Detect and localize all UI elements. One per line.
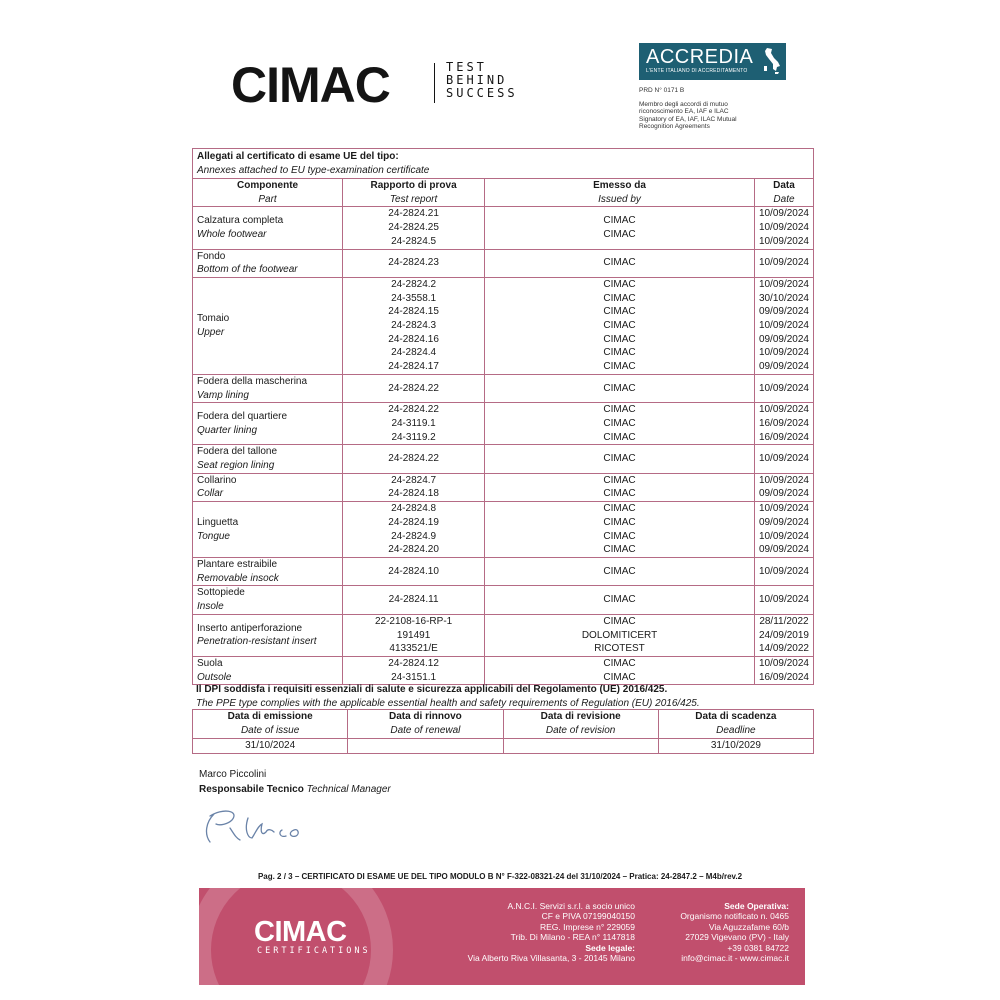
- date: 09/09/2024: [758, 544, 809, 556]
- test-report: 24-2824.5: [391, 235, 437, 247]
- part-cell: [193, 207, 343, 249]
- accredia-note-line: riconoscimento EA, IAF e ILAC: [639, 108, 729, 115]
- page-footer: Pag. 2 / 3 – CERTIFICATO DI ESAME UE DEL TIPO MODULO B N° F-322-08321-24 del 31/10/2024 – Pratica: 24-2847.2 – M4b/rev.2: [257, 872, 743, 881]
- tagline-line: SUCCESS: [446, 86, 518, 100]
- date: 10/09/2024: [758, 347, 809, 359]
- issuer: CIMAC: [603, 333, 636, 345]
- test-report: 24-3119.1: [391, 417, 436, 429]
- test-report: 24-2824.23: [388, 257, 439, 269]
- issuer-cell: [485, 249, 755, 277]
- annex-title-row: [193, 149, 814, 179]
- test-report: 24-2824.19: [388, 516, 439, 528]
- issuer: CIMAC: [603, 404, 636, 416]
- part-cell: [193, 586, 343, 614]
- date-cell: [754, 403, 813, 445]
- test-report: 24-2824.15: [388, 306, 439, 318]
- issuer-cell: [485, 614, 755, 656]
- date-cell: [754, 557, 813, 585]
- issuer-cell: [485, 473, 755, 501]
- test-report-cell: [343, 473, 485, 501]
- issuer-cell: [485, 277, 755, 374]
- part-name-en: Upper: [197, 326, 225, 338]
- issuer-cell: [485, 656, 755, 684]
- part-cell: [193, 277, 343, 374]
- date: 10/09/2024: [758, 257, 809, 269]
- date-cell: [754, 277, 813, 374]
- footer-banner: [199, 888, 805, 985]
- test-report: 24-2824.10: [388, 565, 439, 577]
- issuer: CIMAC: [603, 292, 636, 304]
- issuer: CIMAC: [603, 544, 636, 556]
- accredia-note-line: Signatory of EA, IAF, ILAC Mutual: [639, 115, 737, 123]
- issuer: CIMAC: [603, 431, 636, 443]
- issuer: CIMAC: [603, 565, 636, 577]
- date: 10/09/2024: [758, 657, 809, 669]
- part-name: Fodera del tallone: [197, 446, 278, 458]
- part-name-en: Bottom of the footwear: [197, 264, 298, 276]
- issuer: CIMAC: [603, 215, 636, 227]
- test-report: 24-2824.4: [391, 347, 437, 359]
- test-report: 191491: [396, 629, 431, 641]
- date: 09/09/2024: [758, 361, 809, 373]
- date: 24/09/2019: [758, 629, 809, 641]
- issuer: CIMAC: [603, 278, 636, 290]
- issuer: CIMAC: [603, 417, 636, 429]
- company-line: A.N.C.I. Servizi s.r.l. a socio unico: [507, 901, 635, 911]
- handwritten-signature: [200, 802, 320, 847]
- compliance-it: Il DPI soddisfa i requisiti essenziali di salute e sicurezza applicabili del Regolamento (UE) 2016/425.: [196, 684, 668, 695]
- date: 10/09/2024: [758, 565, 809, 577]
- date: 10/09/2024: [758, 222, 809, 234]
- table-row: [193, 445, 814, 473]
- date-of-revision-value: [503, 739, 658, 754]
- part-name: Calzatura completa: [197, 215, 284, 227]
- table-row: [193, 403, 814, 445]
- table-row: [193, 502, 814, 558]
- issuer: CIMAC: [603, 615, 636, 627]
- operative-line: Via Aguzzafame 60/b: [708, 921, 789, 932]
- annex-title: Allegati al certificato di esame UE del tipo:: [197, 151, 399, 162]
- operative-line: +39 0381 84722: [727, 942, 789, 953]
- operative-line: 27029 Vigevano (PV) - Italy: [685, 932, 789, 943]
- issuer: RICOTEST: [594, 643, 645, 655]
- part-cell: [193, 614, 343, 656]
- signatory-role: [199, 782, 391, 797]
- part-name: Suola: [197, 657, 223, 669]
- date: 09/09/2024: [758, 488, 809, 500]
- company-line: Trib. Di Milano - REA n° 1147818: [510, 932, 635, 943]
- date: 14/09/2022: [758, 643, 809, 655]
- dates-header-row: [193, 710, 814, 739]
- date: 10/09/2024: [758, 474, 809, 486]
- part-name: Linguetta: [197, 516, 239, 528]
- issuer: CIMAC: [603, 382, 636, 394]
- part-name-en: Quarter lining: [197, 424, 258, 436]
- dates-table: [192, 709, 814, 754]
- issuer-cell: [485, 586, 755, 614]
- issuer: CIMAC: [603, 594, 636, 606]
- annex-title-en: Annexes attached to EU type-examination certificate: [197, 164, 430, 176]
- issuer-cell: [485, 207, 755, 249]
- deadline-header: Data di scadenza Deadline: [658, 710, 813, 739]
- issuer-cell: [485, 374, 755, 402]
- test-report-cell: [343, 277, 485, 374]
- test-report: 4133521/E: [389, 643, 438, 655]
- issuer-cell: [485, 557, 755, 585]
- part-name: Plantare estraibile: [197, 558, 278, 570]
- date-cell: [754, 374, 813, 402]
- date: 09/09/2024: [758, 516, 809, 528]
- accredia-logo: [639, 43, 786, 80]
- date: 10/09/2024: [758, 382, 809, 394]
- test-report: 24-2824.7: [391, 474, 437, 486]
- date: 10/09/2024: [758, 503, 809, 515]
- date-of-revision-header: Data di revisione Date of revision: [503, 710, 658, 739]
- part-cell: [193, 502, 343, 558]
- issuer: CIMAC: [603, 488, 636, 500]
- table-row: [193, 557, 814, 585]
- date-cell: [754, 502, 813, 558]
- issuer: CIMAC: [603, 257, 636, 269]
- test-report: 24-2824.20: [388, 544, 439, 556]
- date: 10/09/2024: [758, 320, 809, 332]
- date: 16/09/2024: [758, 417, 809, 429]
- test-report: 24-2824.16: [388, 333, 439, 345]
- issuer: CIMAC: [603, 228, 636, 240]
- test-report: 24-2824.17: [388, 361, 439, 373]
- date-cell: [754, 586, 813, 614]
- test-report-cell: [343, 249, 485, 277]
- date-of-issue-header: Data di emissione Date of issue: [193, 710, 348, 739]
- accredia-subtitle: L'ENTE ITALIANO DI ACCREDITAMENTO: [646, 68, 748, 74]
- test-report: 24-2824.22: [388, 453, 439, 465]
- issuer: CIMAC: [603, 453, 636, 465]
- date: 30/10/2024: [758, 292, 809, 304]
- date: 16/09/2024: [758, 671, 809, 683]
- test-report: 24-2824.22: [388, 382, 439, 394]
- signatory-role-it: Responsabile Tecnico: [199, 784, 304, 795]
- test-report-cell: [343, 656, 485, 684]
- compliance-en: The PPE type complies with the applicable essential health and safety requirements of Regulation (EU) 2016/425.: [196, 697, 700, 709]
- test-report: 24-2824.12: [388, 657, 439, 669]
- signatory-role-en: Technical Manager: [306, 784, 391, 795]
- part-name-en: Vamp lining: [197, 389, 249, 401]
- issuer: CIMAC: [603, 671, 636, 683]
- test-report: 24-2824.25: [388, 222, 439, 234]
- part-cell: [193, 249, 343, 277]
- date: 10/09/2024: [758, 404, 809, 416]
- test-report: 22-2108-16-RP-1: [374, 615, 453, 627]
- issuer: CIMAC: [603, 530, 636, 542]
- part-cell: [193, 403, 343, 445]
- italy-map-icon: [761, 47, 781, 75]
- accredia-note-line: Recognition Agreements: [639, 123, 710, 130]
- signatory-name: Marco Piccolini: [199, 769, 267, 780]
- column-header-date: Data Date: [754, 179, 813, 207]
- part-name-en: Seat region lining: [197, 460, 275, 472]
- dates-value-row: [193, 739, 814, 754]
- date: 09/09/2024: [758, 333, 809, 345]
- table-row: [193, 277, 814, 374]
- date: 10/09/2024: [758, 208, 809, 220]
- table-row: [193, 473, 814, 501]
- logo-tagline: [446, 61, 518, 100]
- tagline-line: TEST: [446, 60, 487, 74]
- part-cell: [193, 473, 343, 501]
- operative-line: Sede Operativa:: [724, 901, 789, 911]
- issuer: CIMAC: [603, 306, 636, 318]
- issuer: DOLOMITICERT: [581, 629, 658, 641]
- date: 16/09/2024: [758, 431, 809, 443]
- annex-table: [192, 148, 814, 685]
- date-of-renewal-header: Data di rinnovo Date of renewal: [348, 710, 503, 739]
- part-name-en: Collar: [197, 488, 224, 500]
- date: 10/09/2024: [758, 530, 809, 542]
- test-report: 24-2824.18: [388, 488, 439, 500]
- part-name-en: Tongue: [197, 530, 230, 542]
- company-line: CF e PIVA 07199040150: [541, 911, 635, 922]
- date: 10/09/2024: [758, 235, 809, 247]
- company-line: REG. Imprese n° 229059: [539, 921, 635, 932]
- table-row: [193, 586, 814, 614]
- test-report: 24-2824.8: [391, 503, 437, 515]
- issuer-cell: [485, 403, 755, 445]
- part-name-en: Insole: [197, 601, 224, 613]
- logo-divider: [434, 63, 435, 103]
- test-report: 24-2824.22: [388, 404, 439, 416]
- part-name: Inserto antiperforazione: [197, 622, 303, 634]
- operative-line: Organismo notificato n. 0465: [680, 911, 789, 922]
- test-report: 24-3151.1: [391, 671, 437, 683]
- tagline-line: BEHIND: [446, 73, 508, 87]
- part-name: Fodera della mascherina: [197, 375, 308, 387]
- issuer: CIMAC: [603, 474, 636, 486]
- part-name: Fodera del quartiere: [197, 411, 288, 423]
- date-of-issue-value: 31/10/2024: [193, 739, 348, 754]
- test-report: 24-2824.3: [391, 320, 437, 332]
- issuer: CIMAC: [603, 361, 636, 373]
- date-cell: [754, 656, 813, 684]
- annex-header-row: [193, 179, 814, 207]
- test-report: 24-2824.9: [391, 530, 437, 542]
- column-header-issued-by: Emesso da Issued by: [485, 179, 755, 207]
- part-name-en: Removable insock: [197, 572, 279, 584]
- issuer: CIMAC: [603, 320, 636, 332]
- banner-logo: CIMAC: [254, 916, 347, 948]
- date: 10/09/2024: [758, 278, 809, 290]
- date: 10/09/2024: [758, 594, 809, 606]
- table-row: [193, 374, 814, 402]
- company-info: [468, 901, 635, 963]
- date-cell: [754, 445, 813, 473]
- issuer-cell: [485, 502, 755, 558]
- part-cell: [193, 445, 343, 473]
- test-report: 24-3558.1: [391, 292, 437, 304]
- part-cell: [193, 656, 343, 684]
- company-line: Sede legale:: [585, 942, 635, 953]
- issuer-cell: [485, 445, 755, 473]
- table-row: [193, 249, 814, 277]
- date-of-renewal-value: [348, 739, 503, 754]
- test-report-cell: [343, 403, 485, 445]
- test-report: 24-2824.11: [388, 594, 439, 606]
- test-report-cell: [343, 557, 485, 585]
- part-name: Collarino: [197, 474, 237, 486]
- accredia-prd: PRD N° 0171 B: [639, 87, 685, 94]
- part-name: Fondo: [197, 250, 226, 262]
- table-row: [193, 656, 814, 684]
- issuer: CIMAC: [603, 657, 636, 669]
- test-report: 24-3119.2: [391, 431, 436, 443]
- test-report: 24-2824.2: [391, 278, 437, 290]
- accredia-note-line: Membro degli accordi di mutuo: [639, 100, 728, 108]
- part-cell: [193, 374, 343, 402]
- test-report-cell: [343, 614, 485, 656]
- accredia-name: ACCREDIA: [646, 46, 754, 68]
- column-header-part: Componente Part: [193, 179, 343, 207]
- part-cell: [193, 557, 343, 585]
- test-report-cell: [343, 374, 485, 402]
- signatory-block: [199, 767, 391, 797]
- part-name: Sottopiede: [197, 587, 245, 599]
- deadline-value: 31/10/2029: [658, 739, 813, 754]
- test-report-cell: [343, 207, 485, 249]
- accreditation-note: [639, 87, 799, 131]
- issuer: CIMAC: [603, 516, 636, 528]
- operative-info: [680, 901, 789, 963]
- compliance-statement: [196, 683, 816, 710]
- test-report-cell: [343, 502, 485, 558]
- date-cell: [754, 249, 813, 277]
- part-name: Tomaio: [197, 313, 230, 325]
- issuer: CIMAC: [603, 503, 636, 515]
- date: 10/09/2024: [758, 453, 809, 465]
- issuer: CIMAC: [603, 347, 636, 359]
- part-name-en: Penetration-resistant insert: [197, 636, 317, 648]
- table-row: [193, 614, 814, 656]
- banner-logo-sub: CERTIFICATIONS: [257, 946, 371, 956]
- operative-line: info@cimac.it - www.cimac.it: [681, 953, 789, 964]
- test-report-cell: [343, 445, 485, 473]
- part-name-en: Whole footwear: [197, 228, 267, 240]
- date: 09/09/2024: [758, 306, 809, 318]
- table-row: [193, 207, 814, 249]
- date-cell: [754, 614, 813, 656]
- date-cell: [754, 473, 813, 501]
- test-report-cell: [343, 586, 485, 614]
- part-name-en: Outsole: [197, 671, 232, 683]
- date: 28/11/2022: [759, 615, 809, 627]
- test-report: 24-2824.21: [388, 208, 439, 220]
- date-cell: [754, 207, 813, 249]
- company-line: Via Alberto Riva Villasanta, 3 - 20145 Milano: [467, 953, 635, 964]
- column-header-test-report: Rapporto di prova Test report: [343, 179, 485, 207]
- cimac-logo: CIMAC: [231, 57, 390, 113]
